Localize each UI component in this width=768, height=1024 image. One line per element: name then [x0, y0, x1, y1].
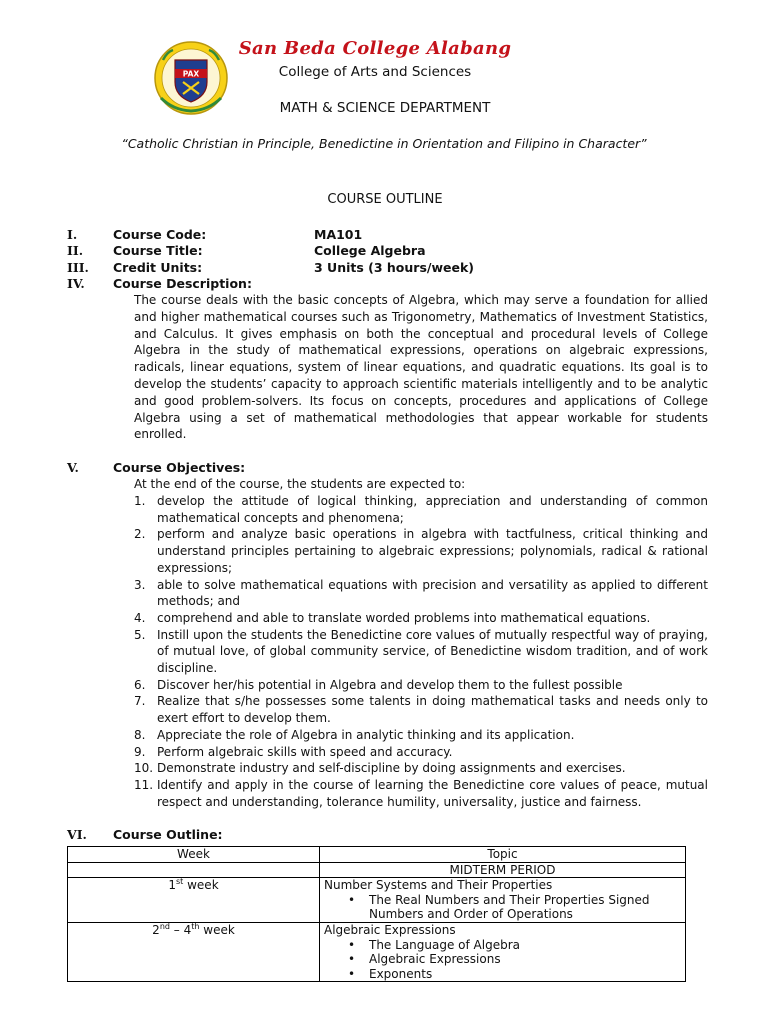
section-number-3: III. [67, 260, 89, 275]
week-number: 2 [152, 922, 160, 937]
objective-number: 2. [134, 527, 146, 542]
week-word: week [199, 922, 235, 937]
objective-number: 9. [134, 744, 146, 759]
objective-number: 3. [134, 577, 146, 592]
course-description-text: The course deals with the basic concepts of Algebra, which may serve a foundation for allied and higher mathematical courses such as Trigonometry, Mathematics of Investment Statistics, and Calculus. It gives emphasis on both the conceptual and procedural levels of College Algebra in the study of mathematical expressions, operations on algebraic expressions, radicals, linear equations, system of linear equations, and quadratic equations. Its goal is to develop the students’ capacity to approach scientific materials intelligently and to be analytic and good problem-solvers. Its focus on concepts, procedures and applications of College Algebra using a set of mathematical methodologies that appear workable for students enrolled. [134, 293, 708, 442]
objective-text: develop the attitude of logical thinking, appreciation and understanding of common mathematical concepts and phenomena; [157, 494, 708, 525]
topic-bullets [324, 938, 681, 982]
college-name: San Beda College Alabang [238, 38, 512, 59]
course-outline-table [67, 846, 686, 982]
week-column-header: Week [68, 847, 320, 863]
course-objectives-label: Course Objectives: [113, 460, 246, 475]
objectives-intro: At the end of the course, the students are expected to: [134, 477, 466, 491]
table-header-row [68, 847, 686, 863]
course-code-value: MA101 [314, 227, 363, 242]
objective-number: 8. [134, 727, 146, 742]
objective-text: Instill upon the students the Benedictine core values of mutually respectful way of praying, of mutual love, of global community service, of Benedictine wisdom tradition, and of work discipline. [157, 627, 708, 676]
table-row [68, 878, 686, 923]
objective-item [134, 627, 708, 677]
logo-pax-text: PAX [182, 69, 200, 79]
objective-text: comprehend and able to translate worded problems into mathematical equations. [157, 610, 651, 625]
section-number-4: IV. [67, 276, 85, 291]
objective-item [134, 526, 708, 576]
week-cell [68, 922, 320, 981]
topic-bullet-item: • Exponents [324, 967, 681, 982]
week-number: 1 [168, 878, 176, 893]
objective-number: 11. [134, 777, 154, 792]
objective-text: Demonstrate industry and self-discipline by doing assignments and exercises. [157, 761, 626, 776]
section-number-2: II. [67, 243, 84, 258]
week-ordinal: th [191, 921, 200, 931]
objective-number: 4. [134, 610, 146, 625]
topic-bullet-item: • The Language of Algebra [324, 938, 681, 953]
topic-bullets [324, 893, 681, 922]
objective-item [134, 693, 708, 726]
objective-number: 1. [134, 494, 146, 508]
objective-item [134, 577, 708, 610]
objective-text: Appreciate the role of Algebra in analytic thinking and its application. [157, 727, 575, 742]
table-cell-empty [68, 862, 320, 878]
topic-column-header: Topic [320, 847, 686, 863]
college-motto: “Catholic Christian in Principle, Benedictine in Orientation and Filipino in Character” [121, 136, 647, 151]
objective-text: Discover her/his potential in Algebra and develop them to the fullest possible [157, 677, 623, 692]
objective-text: Identify and apply in the course of learning the Benedictine core values of peace, mutual respect and understanding, tolerance humility, universality, justice and fairness. [157, 777, 708, 809]
objective-item [134, 744, 708, 761]
credit-units-value: 3 Units (3 hours/week) [314, 260, 474, 275]
section-number-5: V. [67, 460, 79, 475]
objective-item [134, 727, 708, 744]
credit-units-label: Credit Units: [113, 260, 203, 275]
section-number-1: I. [67, 227, 78, 242]
table-row [68, 862, 686, 878]
objective-item [134, 760, 708, 777]
department-name: MATH & SCIENCE DEPARTMENT [279, 100, 491, 116]
course-title-value: College Algebra [314, 243, 426, 258]
objectives-list [134, 493, 708, 810]
college-subtitle: College of Arts and Sciences [278, 64, 472, 80]
objective-text: Perform algebraic skills with speed and accuracy. [157, 744, 453, 759]
topic-bullet-item: • Algebraic Expressions [324, 952, 681, 967]
week-range-dash: – [169, 922, 184, 937]
week-ordinal: st [175, 877, 184, 887]
objective-item [134, 493, 708, 526]
objective-text: able to solve mathematical equations with precision and versatility as applied to different methods; and [157, 577, 708, 609]
week-ordinal: nd [159, 921, 170, 931]
objective-number: 10. [134, 761, 154, 776]
topic-title: Algebraic Expressions [324, 922, 456, 937]
objective-number: 7. [134, 694, 146, 709]
course-outline-label: Course Outline: [113, 827, 223, 842]
objective-number: 6. [134, 677, 146, 692]
week-cell [68, 878, 320, 923]
period-cell: MIDTERM PERIOD [320, 862, 686, 878]
objective-item [134, 610, 708, 627]
document-title: COURSE OUTLINE [327, 192, 443, 207]
objective-text: perform and analyze basic operations in algebra with tactfulness, critical thinking and understand principles pertaining to algebraic expressions; polynomials, radical & rational expressions; [157, 527, 708, 575]
section-number-6: VI. [67, 827, 87, 842]
course-title-label: Course Title: [113, 243, 203, 258]
table-row [68, 922, 686, 981]
course-code-label: Course Code: [113, 227, 207, 242]
topic-cell [320, 922, 686, 981]
objective-text: Realize that s/he possesses some talents in doing mathematical tasks and needs only to exert effort to develop them. [157, 694, 708, 726]
topic-cell [320, 878, 686, 923]
objective-item [134, 677, 708, 694]
topic-title: Number Systems and Their Properties [324, 878, 553, 893]
objective-number: 5. [134, 627, 146, 642]
objective-item [134, 777, 708, 810]
course-description-label: Course Description: [113, 276, 252, 291]
week-word: week [183, 878, 219, 893]
topic-bullet-item: • The Real Numbers and Their Properties Signed Numbers and Order of Operations [324, 893, 681, 922]
week-number: 4 [183, 922, 192, 937]
